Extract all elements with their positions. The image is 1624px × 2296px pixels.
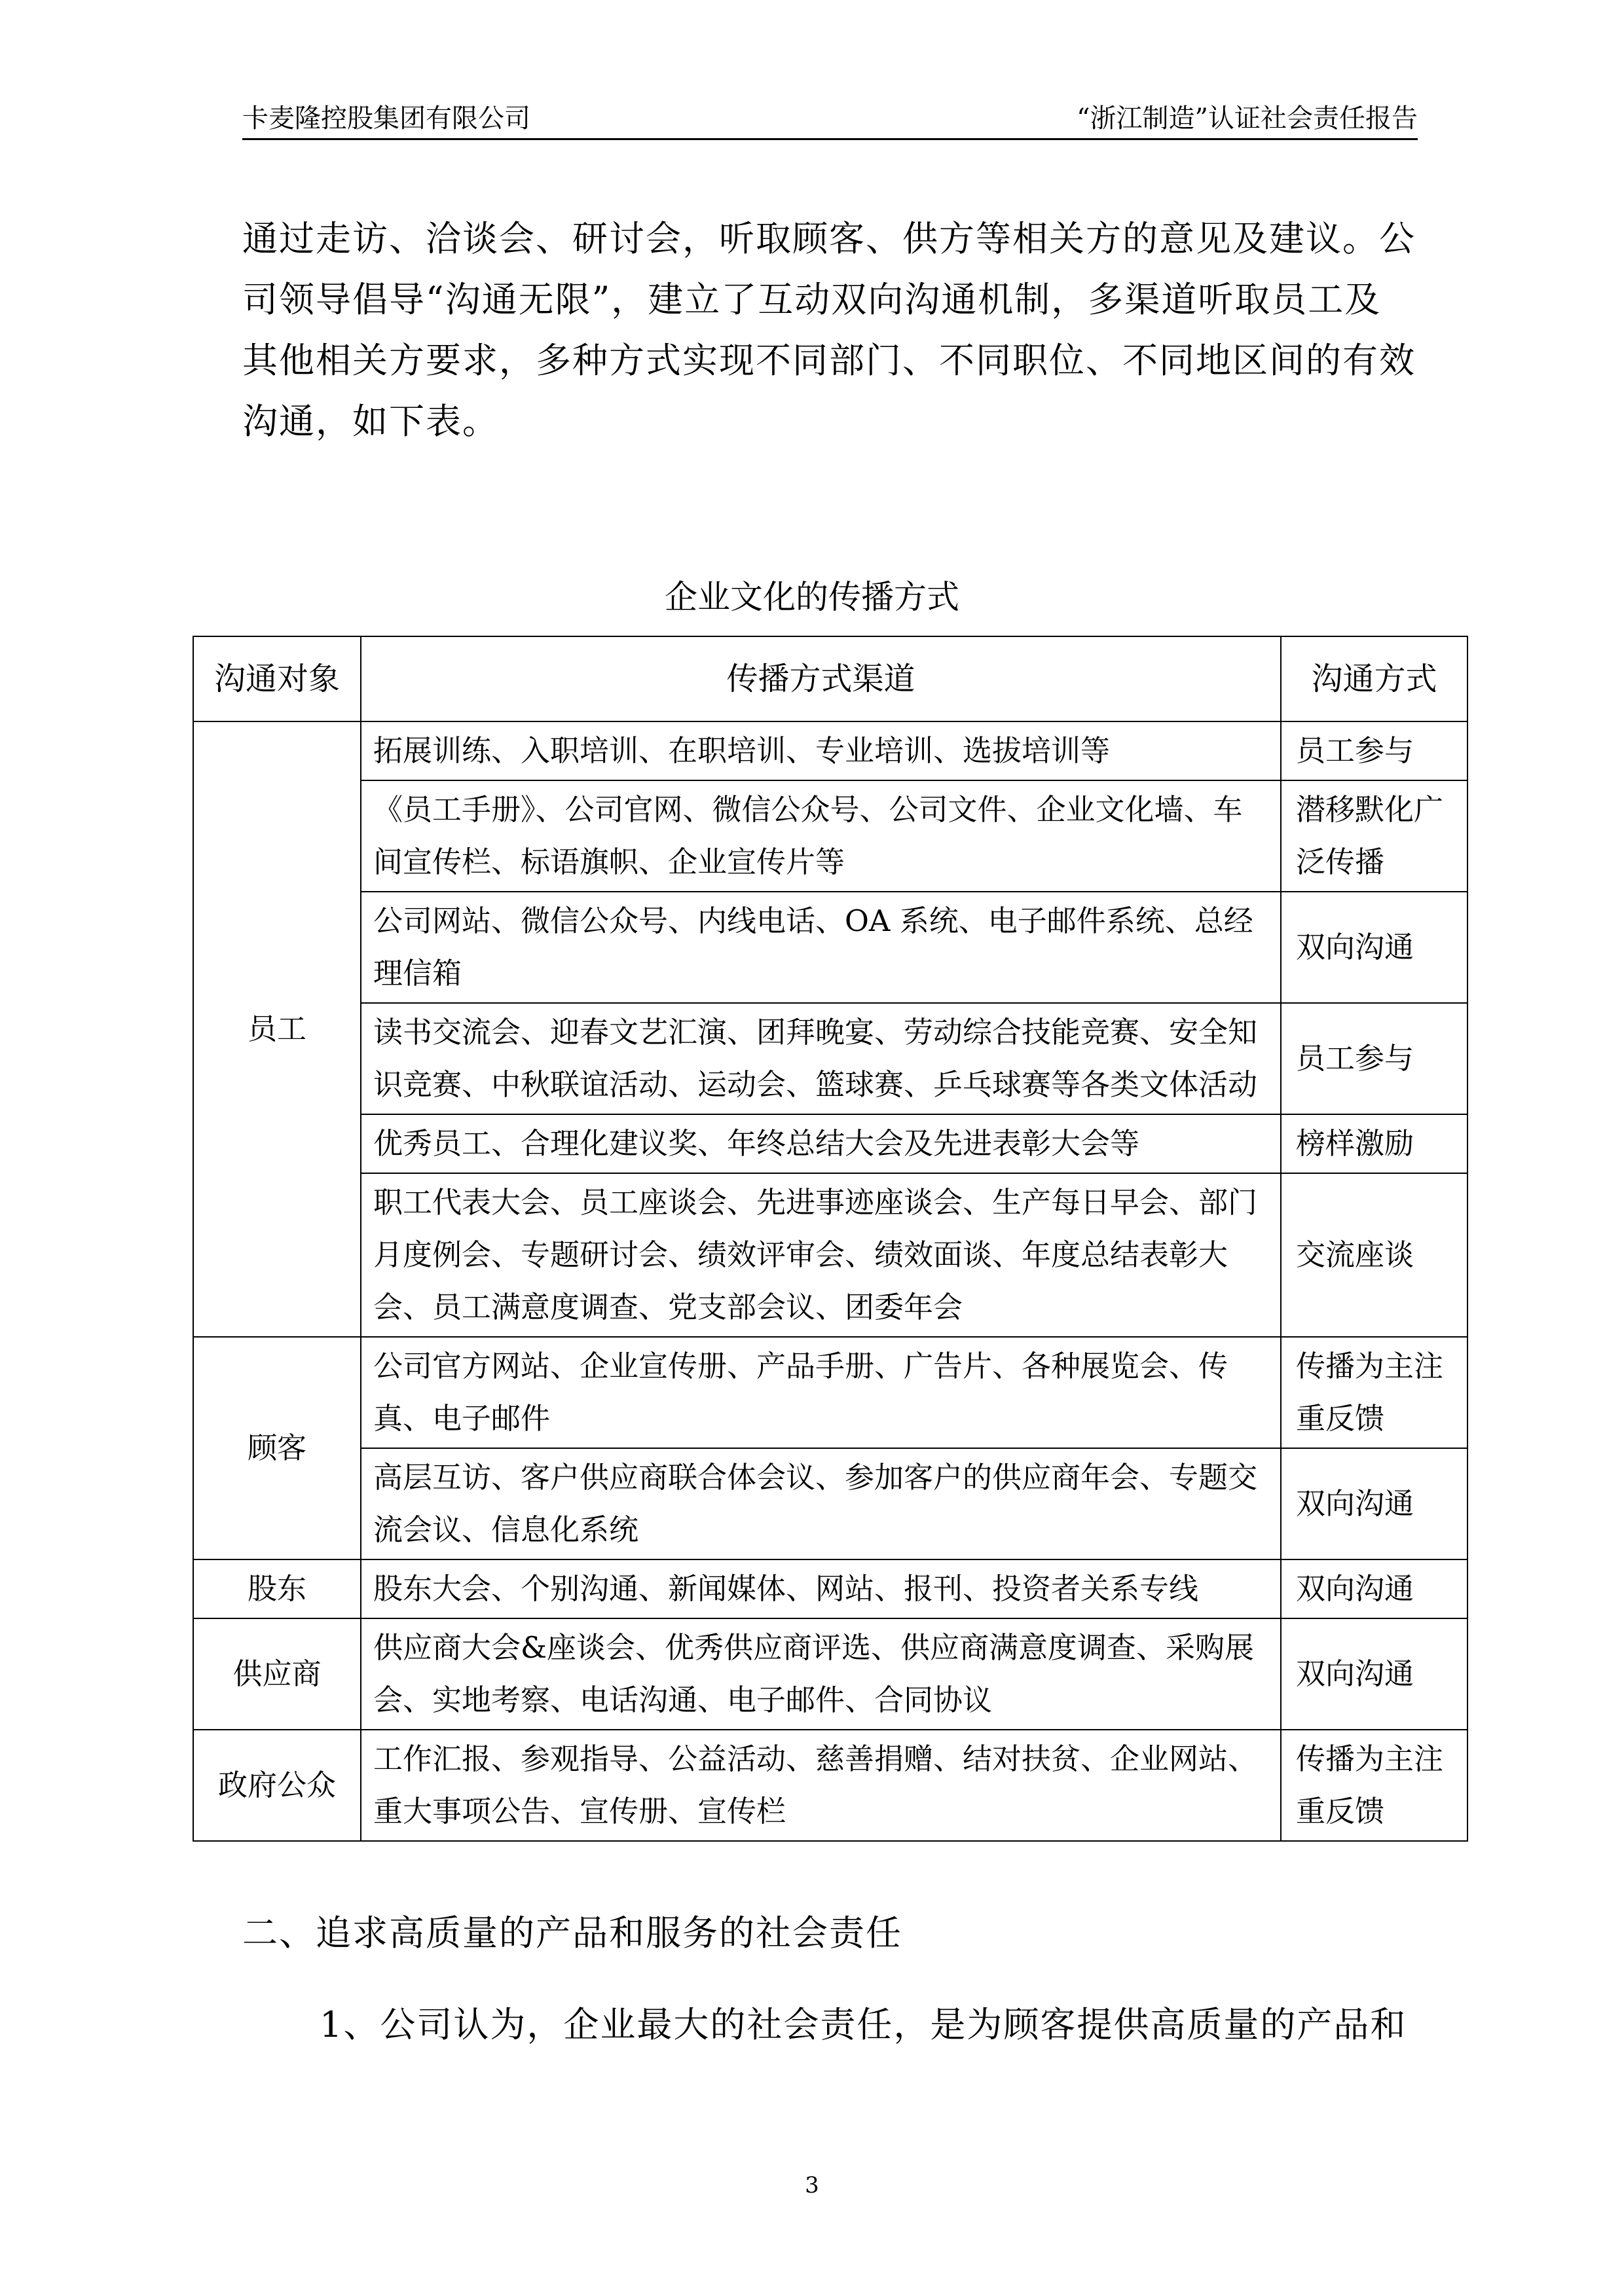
channel-cell: 《员工手册》、公司官网、微信公众号、公司文件、企业文化墙、车间宣传栏、标语旗帜、企业宣传片等 [361,780,1281,892]
channel-cell: 职工代表大会、员工座谈会、先进事迹座谈会、生产每日早会、部门月度例会、专题研讨会、绩效评审会、绩效面谈、年度总结表彰大会、员工满意度调查、党支部会议、团委年会 [361,1173,1281,1337]
communication-table [193,636,1468,1842]
table-row [193,1337,1467,1448]
channel-cell: 优秀员工、合理化建议奖、年终总结大会及先进表彰大会等 [361,1114,1281,1173]
body-paragraph: 1、公司认为，企业最大的社会责任，是为顾客提供高质量的产品和 [320,2004,1407,2045]
table-row [193,1730,1467,1841]
table-row [193,1114,1467,1173]
method-cell: 双向沟通 [1281,892,1467,1003]
channel-cell: 公司官方网站、企业宣传册、产品手册、广告片、各种展览会、传真、电子邮件 [361,1337,1281,1448]
header-method: 沟通方式 [1281,636,1467,721]
table-header-row [193,636,1467,721]
table-caption: 企业文化的传播方式 [665,578,959,616]
channel-cell: 股东大会、个别沟通、新闻媒体、网站、报刊、投资者关系专线 [361,1559,1281,1618]
channel-cell: 高层互访、客户供应商联合体会议、参加客户的供应商年会、专题交流会议、信息化系统 [361,1448,1281,1559]
target-cell: 员工 [193,721,361,1337]
method-cell: 员工参与 [1281,1003,1467,1114]
method-cell: 双向沟通 [1281,1559,1467,1618]
table-row [193,1003,1467,1114]
target-cell: 供应商 [193,1618,361,1730]
header-target: 沟通对象 [193,636,361,721]
table-row [193,1448,1467,1559]
header-channel: 传播方式渠道 [361,636,1281,721]
channel-cell: 公司网站、微信公众号、内线电话、OA 系统、电子邮件系统、总经理信箱 [361,892,1281,1003]
channel-cell: 拓展训练、入职培训、在职培训、专业培训、选拔培训等 [361,721,1281,780]
channel-cell: 供应商大会&座谈会、优秀供应商评选、供应商满意度调查、采购展会、实地考察、电话沟通、电子邮件、合同协议 [361,1618,1281,1730]
table-row [193,721,1467,780]
method-cell: 双向沟通 [1281,1618,1467,1730]
method-cell: 员工参与 [1281,721,1467,780]
page-header [242,95,1418,140]
channel-cell: 工作汇报、参观指导、公益活动、慈善捐赠、结对扶贫、企业网站、重大事项公告、宣传册、宣传栏 [361,1730,1281,1841]
target-cell: 政府公众 [193,1730,361,1841]
section-heading: 二、追求高质量的产品和服务的社会责任 [242,1912,902,1954]
method-cell: 传播为主注重反馈 [1281,1337,1467,1448]
table-row [193,892,1467,1003]
page-number: 3 [805,2172,819,2198]
table-row [193,1559,1467,1618]
target-cell: 顾客 [193,1337,361,1559]
method-cell: 榜样激励 [1281,1114,1467,1173]
table-row [193,1173,1467,1337]
company-name: 卡麦隆控股集团有限公司 [242,103,530,134]
target-cell: 股东 [193,1559,361,1618]
table-row [193,1618,1467,1730]
intro-paragraph: 通过走访、洽谈会、研讨会，听取顾客、供方等相关方的意见及建议。公司领导倡导“沟通无限”，建立了互动双向沟通机制，多渠道听取员工及其他相关方要求，多种方式实现不同部门、不同职位、不同地区间的有效沟通，如下表。 [242,218,1416,442]
report-title: “浙江制造”认证社会责任报告 [1077,103,1418,134]
channel-cell: 读书交流会、迎春文艺汇演、团拜晚宴、劳动综合技能竞赛、安全知识竞赛、中秋联谊活动、运动会、篮球赛、乒乓球赛等各类文体活动 [361,1003,1281,1114]
method-cell: 双向沟通 [1281,1448,1467,1559]
method-cell: 交流座谈 [1281,1173,1467,1337]
method-cell: 传播为主注重反馈 [1281,1730,1467,1841]
method-cell: 潜移默化广泛传播 [1281,780,1467,892]
table-row [193,780,1467,892]
